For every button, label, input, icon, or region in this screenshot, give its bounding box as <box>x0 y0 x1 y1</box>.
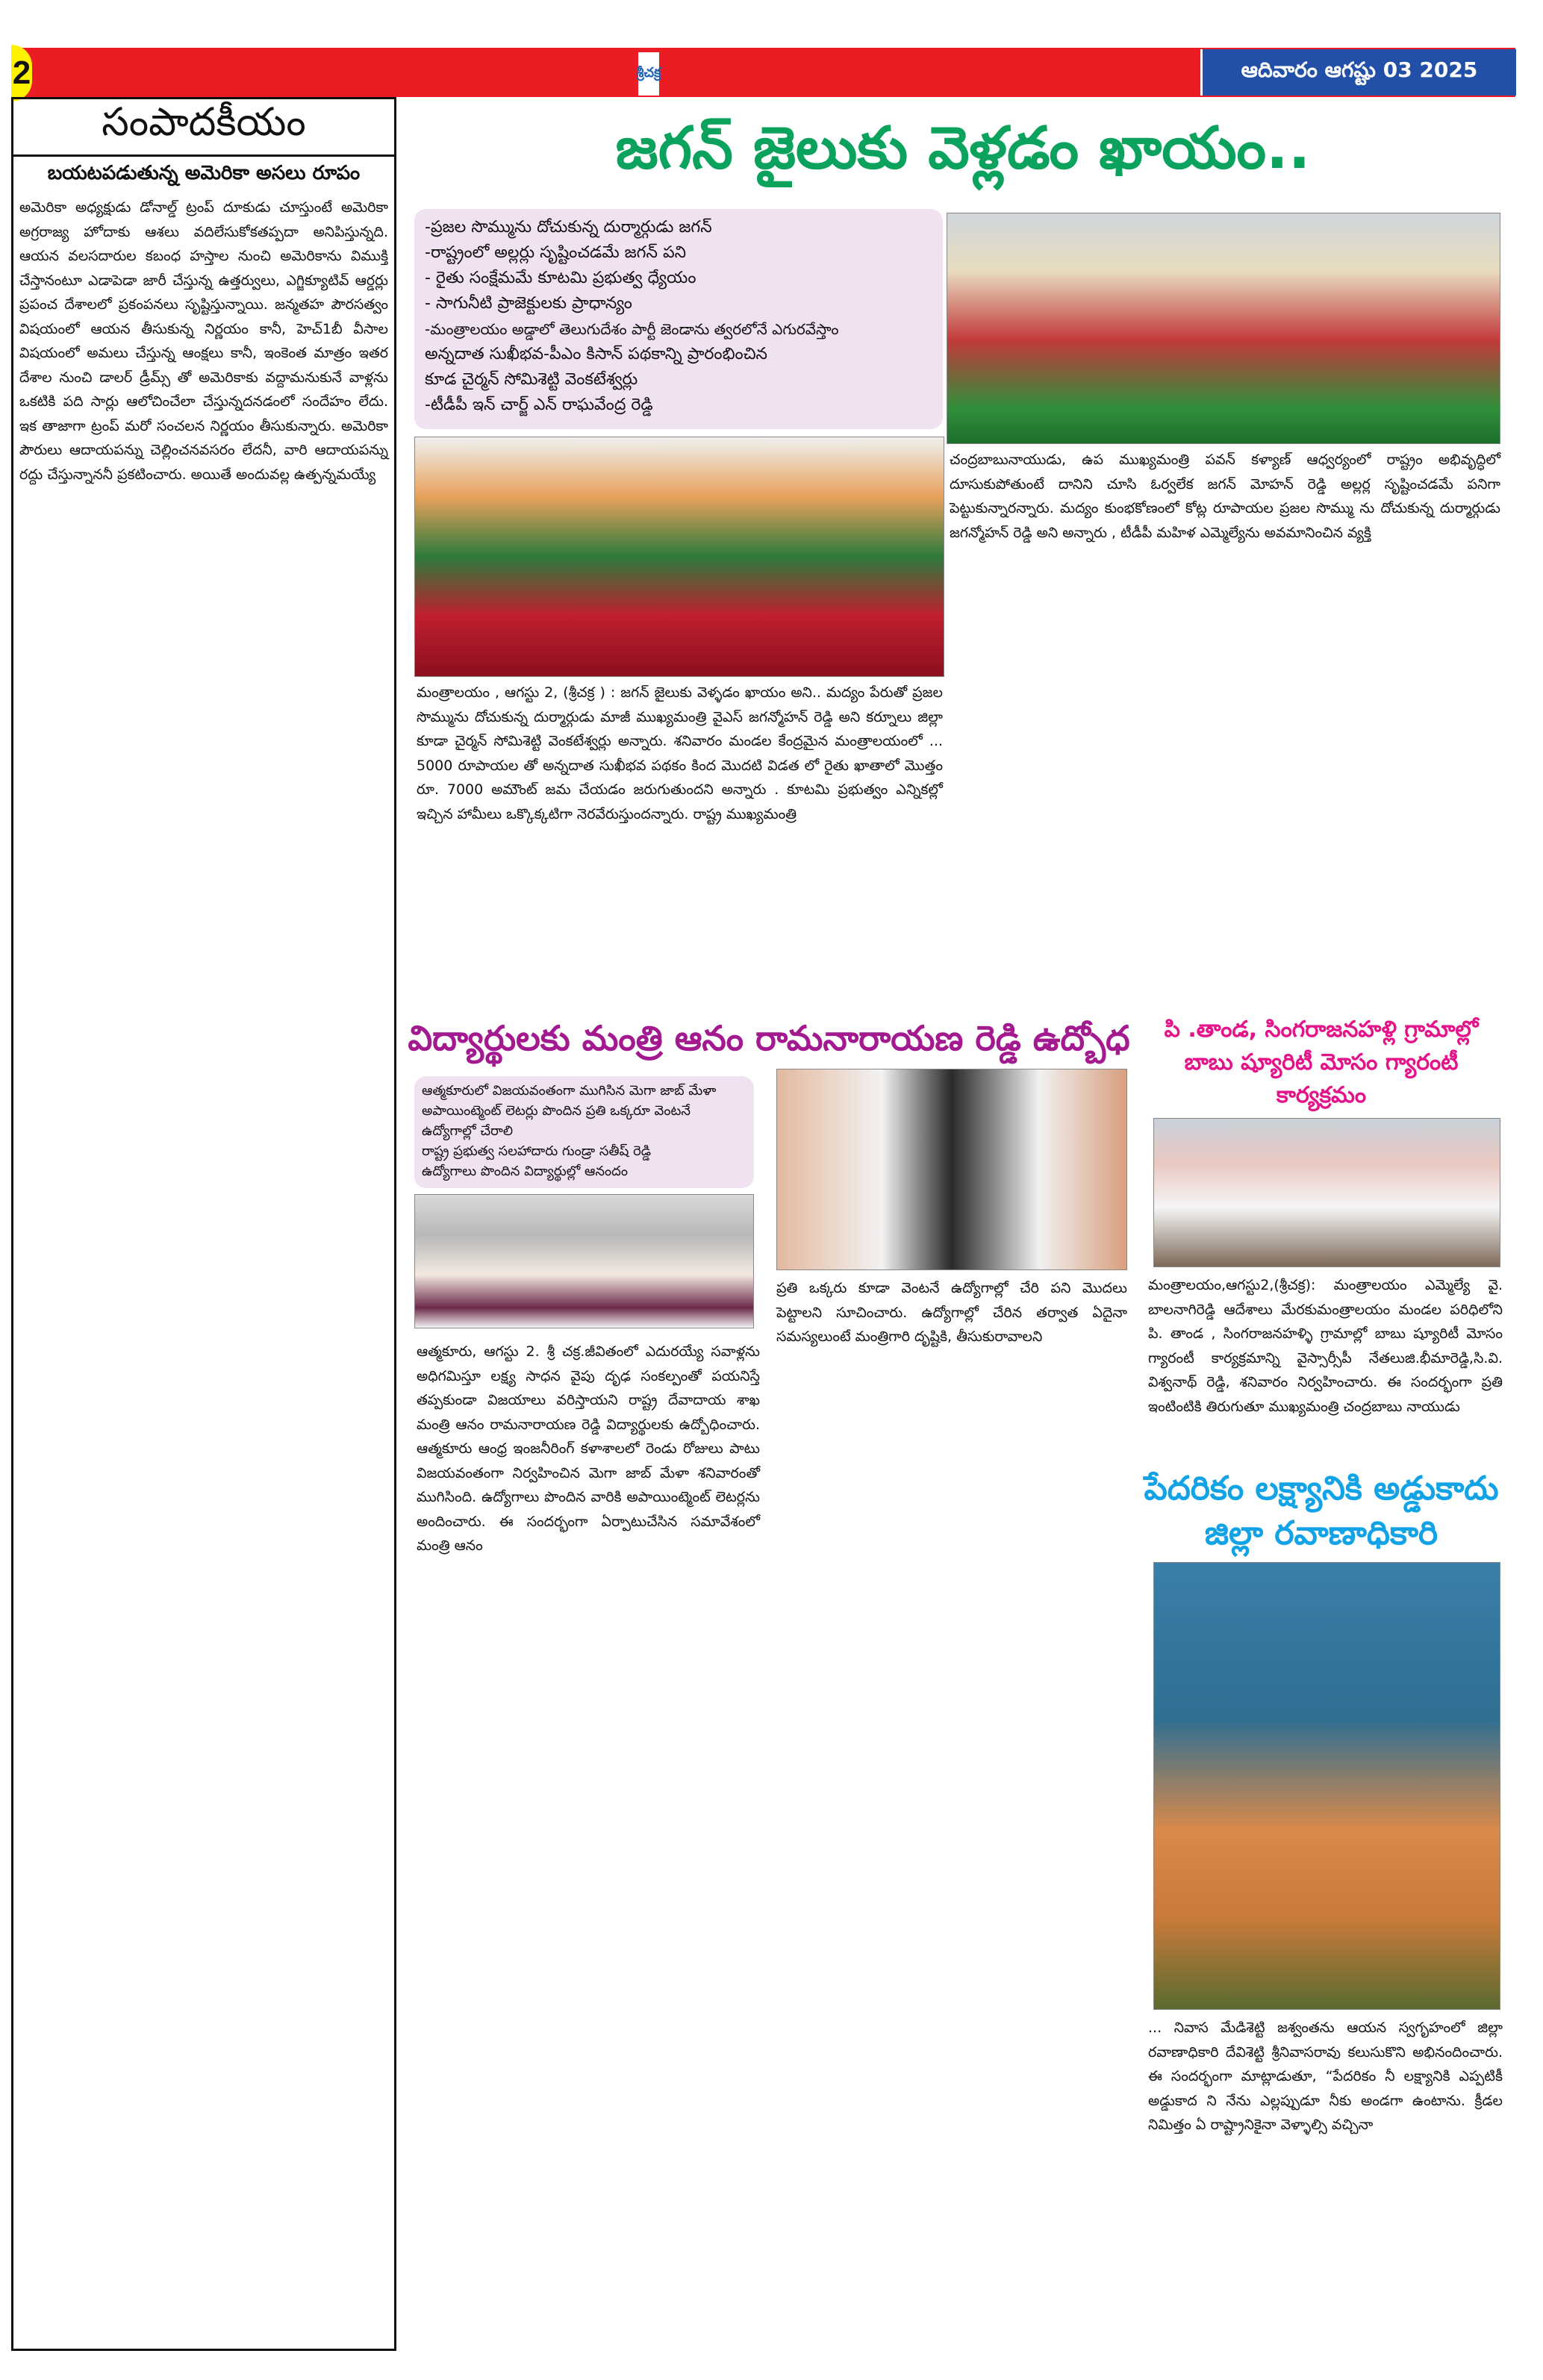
lead-body-right: చంద్రబాబునాయుడు, ఉప ముఖ్యమంత్రి పవన్ కళ్యాణ్ ఆధ్వర్యంలో రాష్ట్రం అభివృద్ధిలో దూసుకుపోతుంటే దానిని చూసి ఓర్వలేక జగన్ మోహన్ రెడ్డి అల్లర్ల సృష్టించడమే పనిగా పెట్టుకున్నారన్నారు. మద్యం కుంభకోణంలో కోట్ల రూపాయల ప్రజల సొమ్ము ను దోచుకున్న దుర్మార్గుడు జగన్మోహన్ రెడ్డి అని అన్నారు , టీడీపీ మహిళ ఎమ్మెల్యేను అవమానించిన వ్యక్తి <box>950 452 1500 541</box>
job-mela-photo-right <box>776 1069 1127 1270</box>
lead-body-left: మంత్రాలయం , ఆగస్టు 2, (శ్రీచక్ర ) : జగన్ జైలుకు వెళ్ళడం ఖాయం అని.. మద్యం పేరుతో ప్రజల సొమ్మును దోచుకున్న దుర్మార్గుడు మాజీ ముఖ్యమంత్రి వైఎస్ జగన్మోహన్ రెడ్డి అని కర్నూలు జిల్లా కూడా చైర్మన్ సోమిశెట్టి వెంకటేశ్వర్లు అన్నారు. శనివారం మండల కేంద్రమైన మంత్రాలయంలో ... 5000 రూపాయల తో అన్నదాత సుఖీభవ పథకం కింద మొదటి విడత లో రైతు ఖాతాలో మొత్తం రూ. 7000 అమౌంట్ జమ చేయడం జరుగుతుందని అన్నారు . కూటమి ప్రభుత్వం ఎన్నికల్లో ఇచ్చిన హామీలు ఒక్కొక్కటిగా నెరవేరుస్తుందన్నారు. రాష్ట్ర ముఖ్యమంత్రి <box>417 684 943 822</box>
lead-photo-center <box>414 437 944 677</box>
highlight-line: -రాష్ట్రంలో అల్లర్లు సృష్టించడమే జగన్ పని <box>425 243 687 262</box>
transport-body: ... నివాస మేడిశెట్టి జశ్వంతను ఆయన స్వగృహంలో జిల్లా రవాణాధికారి దేవిశెట్టి శ్రీనివాసరావు కలుసుకొని అభినందించారు. ఈ సందర్భంగా మాట్లాడుతూ, “పేదరికం నీ లక్ష్యానికి ఎప్పటికీ అడ్డుకాద ని నేను ఎల్లప్పుడూ నీకు అండగా ఉంటాను. క్రీడల నిమిత్తం ఏ రాష్ట్రానికైనా వెళ్ళాల్సి వచ్చినా <box>1148 2020 1503 2133</box>
highlight-line: ఆత్మకూరులో విజయవంతంగా ముగిసిన మెగా జాబ్ మేళా <box>422 1083 717 1099</box>
transport-headline-line1: పేదరికం లక్ష్యానికి అడ్డుకాదు <box>1144 1469 1499 1508</box>
highlight-line: -ప్రజల సొమ్మును దోచుకున్న దుర్మార్గుడు జగన్ <box>425 218 712 237</box>
job-mela-photo-left <box>414 1194 754 1328</box>
issue-date: ఆదివారం ఆగష్టు 03 2025 <box>1200 49 1516 96</box>
highlight-line: కూడ చైర్మన్ సోమిశెట్టి వెంకటేశ్వర్లు <box>425 370 638 389</box>
editorial-headline: బయటపడుతున్న అమెరికా అసలు రూపం <box>47 162 361 184</box>
highlight-line: -మంత్రాలయం అడ్డాలో తెలుగుదేశం పార్టీ జెండాను త్వరలోనే ఎగురవేస్తాం <box>425 320 839 338</box>
highlight-line: రాష్ట్ర ప్రభుత్వ సలహాదారు గుండ్రా సతీష్ రెడ్డి <box>422 1143 652 1159</box>
job-mela-body-right: ప్రతి ఒక్కరు కూడా వెంటనే ఉద్యోగాల్లో చేరి పని మొదలు పెట్టాలని సూచించారు. ఉద్యోగాల్లో చేరిన తర్వాత ఏదైనా సమస్యలుంటే మంత్రిగారి దృష్టికి, తీసుకురావాలని <box>776 1280 1127 1345</box>
transport-photo <box>1153 1562 1500 2010</box>
highlight-line: - రైతు సంక్షేమమే కూటమి ప్రభుత్వ ధ్యేయం <box>425 269 696 287</box>
job-mela-highlights-box <box>414 1076 754 1188</box>
village-story <box>1138 1013 1504 1461</box>
transport-story <box>1138 1467 1504 2345</box>
lead-photo-right <box>947 213 1500 444</box>
lead-headline: జగన్ జైలుకు వెళ్లడం ఖాయం.. <box>615 114 1311 182</box>
village-headline-line1: పి .తాండ, సింగరాజనహళ్లి గ్రామాల్లో <box>1164 1016 1479 1043</box>
job-mela-body-left: ఆత్మకూరు, ఆగస్టు 2. శ్రీ చక్ర.జీవితంలో ఎదురయ్యే సవాళ్లను అధిగమిస్తూ లక్ష్య సాధన వైపు దృఢ సంకల్పంతో పయనిస్తే తప్పకుండా విజయాలు వరిస్తాయని రాష్ట్ర దేవాదాయ శాఖ మంత్రి ఆనం రామనారాయణ రెడ్డి విద్యార్థులకు ఉద్బోధించారు. ఆత్మకూరు ఆంధ్ర ఇంజనీరింగ్ కళాశాలలో రెండు రోజులు పాటు విజయవంతంగా నిర్వహించిన మెగా జాబ్ మేళా శనివారంతో ముగిసింది. ఉద్యోగాలు పొందిన వారికి అపాయింట్మెంట్ లెటర్లను అందించారు. ఈ సందర్భంగా ఏర్పాటుచేసిన సమావేశంలో మంత్రి ఆనం <box>417 1343 760 1554</box>
editorial-section-title: సంపాదకీయం <box>13 99 394 157</box>
village-headline-line2: బాబు ష్యూరిటీ మోసం గ్యారంటీ కార్యక్రమం <box>1184 1049 1459 1108</box>
transport-headline <box>1138 1467 1504 1556</box>
village-headline <box>1138 1013 1504 1112</box>
job-mela-headline: విద్యార్థులకు మంత్రి ఆనం రామనారాయణ రెడ్డి ఉద్బోధ <box>408 1018 1130 1058</box>
highlight-line: ఉద్యోగాల్లో చేరాలి <box>422 1123 514 1139</box>
newspaper-logo: శ్రీచక్ర <box>638 52 659 96</box>
highlight-line: - సాగునీటి ప్రాజెక్టులకు ప్రాధాన్యం <box>425 294 632 313</box>
highlight-line: అపాయింట్మెంట్ లెటర్లు పొందిన ప్రతి ఒక్కరూ వెంటనే <box>422 1103 691 1119</box>
village-photo <box>1153 1118 1500 1267</box>
highlight-line: ఉద్యోగాలు పొందిన విద్యార్థుల్లో ఆనందం <box>422 1164 628 1179</box>
editorial-body: అమెరికా అధ్యక్షుడు డోనాల్డ్ ట్రంప్ దూకుడు చూస్తుంటే అమెరికా అగ్రరాజ్య హోదాకు ఆశలు వదిలేసుకోకతప్పదా అనిపిస్తున్నది. ఆయన వలసదారుల కబంధ హస్తాల నుంచి అమెరికాను విముక్తి చేస్తానంటూ ఎడాపెడా జారీ చేస్తున్న ఉత్తర్వులు, ఎగ్జిక్యూటివ్ ఆర్డర్లు ప్రపంచ దేశాలలో ప్రకంపనలు సృష్టిస్తున్నాయి. జన్మతహ పౌరసత్వం విషయంలో ఆయన తీసుకున్న నిర్ణయం కానీ, హెచ్1బీ వీసాల విషయంలో అమలు చేస్తున్న ఆంక్షలు కానీ, ఇంకెంత మాత్రం ఇతర దేశాల నుంచి డాలర్ డ్రీమ్స్ తో అమెరికాకు వద్దామనుకునే వాళ్లను ఒకటికి పది సార్లు ఆలోచించేలా చేస్తున్నదనడంలో సందేహం లేదు. ఇక తాజాగా ట్రంప్ మరో సంచలన నిర్ణయం తీసుకున్నారు. అమెరికా పౌరులు ఆదాయపన్ను చెల్లించనవసరం లేదనీ, వారి ఆదాయపన్ను రద్దు చేస్తున్నాననీ ప్రకటించారు. అయితే అందువల్ల ఉత్పన్నమయ్యే <box>19 199 388 483</box>
lead-highlights-box <box>414 209 943 429</box>
highlight-line: -టీడీపీ ఇన్ చార్జ్ ఎన్ రాఘవేంద్ర రెడ్డి <box>425 396 653 414</box>
page-number: 2 <box>11 45 32 101</box>
village-body: మంత్రాలయం,ఆగస్టు2,(శ్రీచక్ర): మంత్రాలయం ఎమ్మెల్యే వై. బాలనాగిరెడ్డి ఆదేశాలు మేరకుమంత్రాలయం మండల పరిధిలోని పి. తాండ , సింగరాజనహళ్ళి గ్రామాల్లో బాబు ష్యూరిటీ మోసం గ్యారంటీ కార్యక్రమాన్ని వైస్సార్సీపీ నేతలుజి.భీమారెడ్డి,సి.వి. విశ్వనాథ్ రెడ్డి, శనివారం నిర్వహించారు. ఈ సందర్భంగా ప్రతి ఇంటింటికి తిరుగుతూ ముఖ్యమంత్రి చంద్రబాబు నాయుడు <box>1148 1277 1503 1415</box>
highlight-line: అన్నదాత సుఖీభవ-పీఎం కిసాన్ పథకాన్ని ప్రారంభించిన <box>425 345 767 363</box>
transport-headline-line2: జిల్లా రవాణాధికారి <box>1204 1514 1438 1552</box>
